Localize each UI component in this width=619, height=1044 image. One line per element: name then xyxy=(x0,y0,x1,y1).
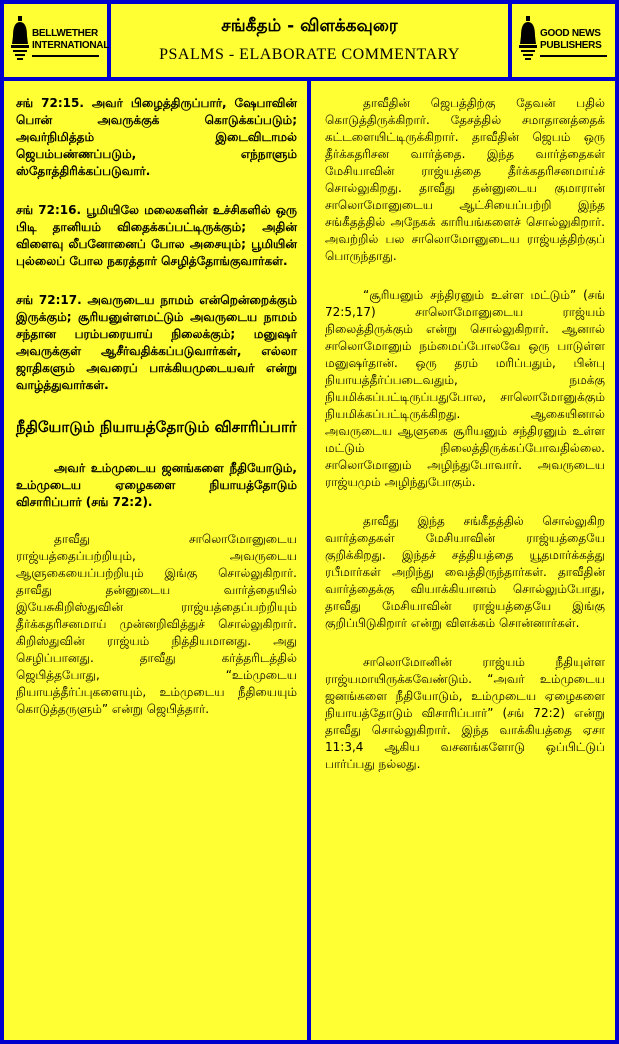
good-news-logo-icon xyxy=(518,14,538,64)
page-title-english: PSALMS - ELABORATE COMMENTARY xyxy=(159,46,460,63)
left-column xyxy=(4,81,307,1040)
commentary-paragraph: தாவீது இந்த சங்கீதத்தில் சொல்லுகிற வார்த்தைகள் மேசியாவின் ராஜ்யத்தையே குறிக்கிறது. இந்தச் சத்தியத்தை யூதமார்க்கத்து ரபீமார்கள் அறிந்து வைத்திருந்தார்கள். தாவீதின் வார்த்தைக்கு வியாக்கியானம் சொல்லும்போது, தாவீது மேசியாவின் ராஜ்யத்தையே இங்கு குறிப்பிடுகிறார் என்று விளக்கம் சொன்னார்கள். xyxy=(325,514,605,630)
section-heading: நீதியோடும் நியாயத்தோடும் விசாரிப்பார் xyxy=(16,418,297,436)
right-column xyxy=(311,81,615,1040)
title-block xyxy=(111,4,508,77)
verse-72-15: சங் 72:15. அவர் பிழைத்திருப்பார், ஷேபாவின் பொன் அவருக்குக் கொடுக்கப்படும்; அவர்நிமித்தம் இடைவிடாமல் ஜெபம்பண்ணப்படும், எந்நாளும் ஸ்தோத்திரிக்கப்படுவார். xyxy=(16,96,297,178)
bellwether-logo-icon xyxy=(10,14,30,64)
verse-quote: அவர் உம்முடைய ஜனங்களை நீதியோடும், உம்முடைய ஏழைகளை நியாயத்தோடும் விசாரிப்பார் (சங் 72:2). xyxy=(16,461,297,509)
page-title-tamil: சங்கீதம் - விளக்கவுரை xyxy=(221,16,398,36)
good-news-logo-text: GOOD NEWS PUBLISHERS xyxy=(540,28,602,51)
verse-72-17: சங் 72:17. அவருடைய நாமம் என்றென்றைக்கும் இருக்கும்; சூரியனுள்ளமட்டும் அவருடைய நாமம் சந்தான பரம்பரையாய் நிலைக்கும்; மனுஷர் அவருக்குள் ஆசீர்வதிக்கப்படுவார்கள், எல்லா ஜாதிகளும் அவரைப் பாக்கியமுடையவர் என்று வாழ்த்துவார்கள். xyxy=(16,293,297,392)
commentary-paragraph: “சூரியனும் சந்திரனும் உள்ள மட்டும்” (சங் 72:5,17) சாலொமோனுடைய ராஜ்யம் நிலைத்திருக்கும் என்று சொல்லுகிறார். ஆனால் சாலொமோனும் நம்மைப்போலவே ஒரு பாடுள்ள மனுஷர்தான். ஒரு தரம் மரிப்பதும், பின்பு நியாயத்தீர்ப்படைவதும், நமக்கு நியமிக்கப்பட்டிருப்பதுபோல, சாலொமோனுக்கும் நியமிக்கப்பட்டிருக்கிறது. ஆகையினால் அவருடைய ஆளுகை சூரியனும் சந்திரனும் உள்ள மட்டும் நிலைத்திருக்கப்போவதில்லை. சாலொமோனும் அழிந்துபோவார். அவருடைய ராஜ்யமும் அழிந்துபோகும். xyxy=(325,288,605,489)
verse-72-16: சங் 72:16. பூமியிலே மலைகளின் உச்சிகளில் ஒரு பிடி தானியம் விதைக்கப்பட்டிருக்கும்; அதின் விளைவு லீபனோனைப் போல அசையும்; பூமியின் புல்லைப் போல நகரத்தார் செழித்தோங்குவார்கள். xyxy=(16,203,297,268)
bellwether-logo-text: BELLWETHER INTERNATIONAL xyxy=(32,28,110,51)
good-news-logo xyxy=(512,4,615,77)
commentary-paragraph: சாலொமோனின் ராஜ்யம் நீதியுள்ள ராஜ்யமாயிருக்கவேண்டும். “அவர் உம்முடைய ஜனங்களை நீதியோடும், உம்முடைய ஏழைகளை நியாயத்தோடும் விசாரிப்பார்” (சங் 72:2) என்று தாவீது சொல்லுகிறார். இந்த வாக்கியத்தை ஏசா 11:3,4 ஆகிய வசனங்களோடு ஒப்பிட்டுப் பார்ப்பது நல்லது. xyxy=(325,655,605,771)
bellwether-logo xyxy=(4,4,110,77)
commentary-paragraph: தாவீதின் ஜெபத்திற்கு தேவன் பதில் கொடுத்திருக்கிறார். தேசத்தில் சமாதானத்தைக் கட்டளையிட்டிருக்கிறார். தாவீதின் ஜெபம் ஒரு தீர்க்கதரிசன வார்த்தை. இந்த வார்த்தைகள் மேசியாவின் ராஜ்யத்தை தீர்க்கதரிசனமாய்ச் சொல்லுகிறது. தாவீது தன்னுடைய குமாரான் சாலொமோனுடைய ஆட்சியைப்பற்றி இந்த சங்கீதத்தில் அநேகக் காரியங்களைச் சொல்லுகிறார். அவற்றில் பல சாலொமோனுடைய ராஜ்யத்திற்குப் பொருந்தாது. xyxy=(325,96,605,263)
commentary-paragraph: தாவீது சாலொமோனுடைய ராஜ்யத்தைப்பற்றியும், அவருடைய ஆளுகையைப்பற்றியும் இங்கு சொல்லுகிறார். தாவீது தன்னுடைய வார்த்தையில் இயேசுகிறிஸ்துவின் ராஜ்யத்தைப்பற்றியும் தீர்க்கதரிசனமாய் முன்னறிவித்துச் சொல்லுகிறார். கிறிஸ்துவின் ராஜ்யம் நித்தியமானது. அது செழிப்பானது. தாவீது கர்த்தரிடத்தில் ஜெபித்தபோது, “உம்முடைய நியாயத்தீர்ப்புகளையும், உம்முடைய நீதியையும் கொடுத்தருளும்” என்று ஜெபித்தார். xyxy=(16,532,297,716)
header-bar xyxy=(4,4,615,77)
